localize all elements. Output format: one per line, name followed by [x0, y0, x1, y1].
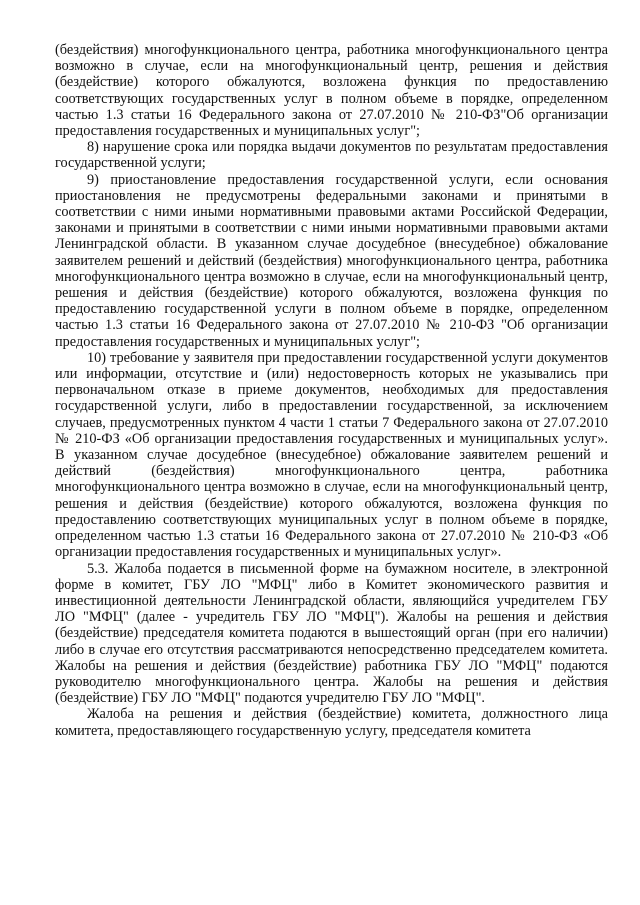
paragraph-section-5-3: 5.3. Жалоба подается в письменной форме на бумажном носителе, в электронной форме в комитет, ГБУ ЛО "МФЦ" либо в Комитет экономического развития и инвестиционной деятельности Ленинградской области, являющийся учредителем ГБУ ЛО "МФЦ" (далее - учредитель ГБУ ЛО "МФЦ"). Жалобы на решения и действия (бездействие) председателя комитета подаются в вышестоящий орган (при его наличии) либо в случае его отсутствия рассматриваются непосредственно председателем комитета. Жалобы на решения и действия (бездействие) работника ГБУ ЛО "МФЦ" подаются руководителю многофункционального центра. Жалобы на решения и действия (бездействие) ГБУ ЛО "МФЦ" подаются учредителю ГБУ ЛО "МФЦ".: [55, 560, 608, 707]
document-body: [55, 42, 608, 739]
paragraph-item-8: 8) нарушение срока или порядка выдачи документов по результатам предоставления государственной услуги;: [55, 139, 608, 172]
paragraph-item-10: 10) требование у заявителя при предоставлении государственной услуги документов или информации, отсутствие и (или) недостоверность которых не указывались при первоначальном отказе в приеме документов, необходимых для предоставления государственной услуги, либо в предоставлении государственной, за исключением случаев, предусмотренных пунктом 4 части 1 статьи 7 Федерального закона от 27.07.2010 № 210-ФЗ «Об организации предоставления государственных и муниципальных услуг». В указанном случае досудебное (внесудебное) обжалование заявителем решений и действий (бездействия) многофункционального центра, работника многофункционального центра возможно в случае, если на многофункциональный центр, решения и действия (бездействие) которого обжалуются, возложена функция по предоставлению соответствующих муниципальных услуг в полном объеме в порядке, определенном частью 1.3 статьи 16 Федерального закона от 27.07.2010 № 210-ФЗ «Об организации предоставления государственных и муниципальных услуг».: [55, 349, 608, 561]
paragraph-item-9: 9) приостановление предоставления государственной услуги, если основания приостановления не предусмотрены федеральными законами и принятыми в соответствии с ними иными нормативными правовыми актами Российской Федерации, законами и принятыми в соответствии с ними иными нормативными правовыми актами Ленинградской области. В указанном случае досудебное (внесудебное) обжалование заявителем решений и действий (бездействия) многофункционального центра, работника многофункционального центра возможно в случае, если на многофункциональный центр, решения и действия (бездействие) которого обжалуются, возложена функция по предоставлению государственной услуги в полном объеме в порядке, определенном частью 1.3 статьи 16 Федерального закона от 27.07.2010 № 210-ФЗ "Об организации предоставления государственных и муниципальных услуг";: [55, 171, 608, 350]
paragraph-continuation: (бездействия) многофункционального центра, работника многофункционального центра возможно в случае, если на многофункциональный центр, решения и действия (бездействие) которого обжалуются, возложена функция по предоставлению соответствующих государственных услуг в полном объеме в порядке, определенном частью 1.3 статьи 16 Федерального закона от 27.07.2010 № 210-ФЗ"Об организации предоставления государственных и муниципальных услуг";: [55, 42, 608, 140]
paragraph-complaint: Жалоба на решения и действия (бездействие) комитета, должностного лица комитета, предоставляющего государственную услугу, председателя комитета: [55, 706, 608, 739]
